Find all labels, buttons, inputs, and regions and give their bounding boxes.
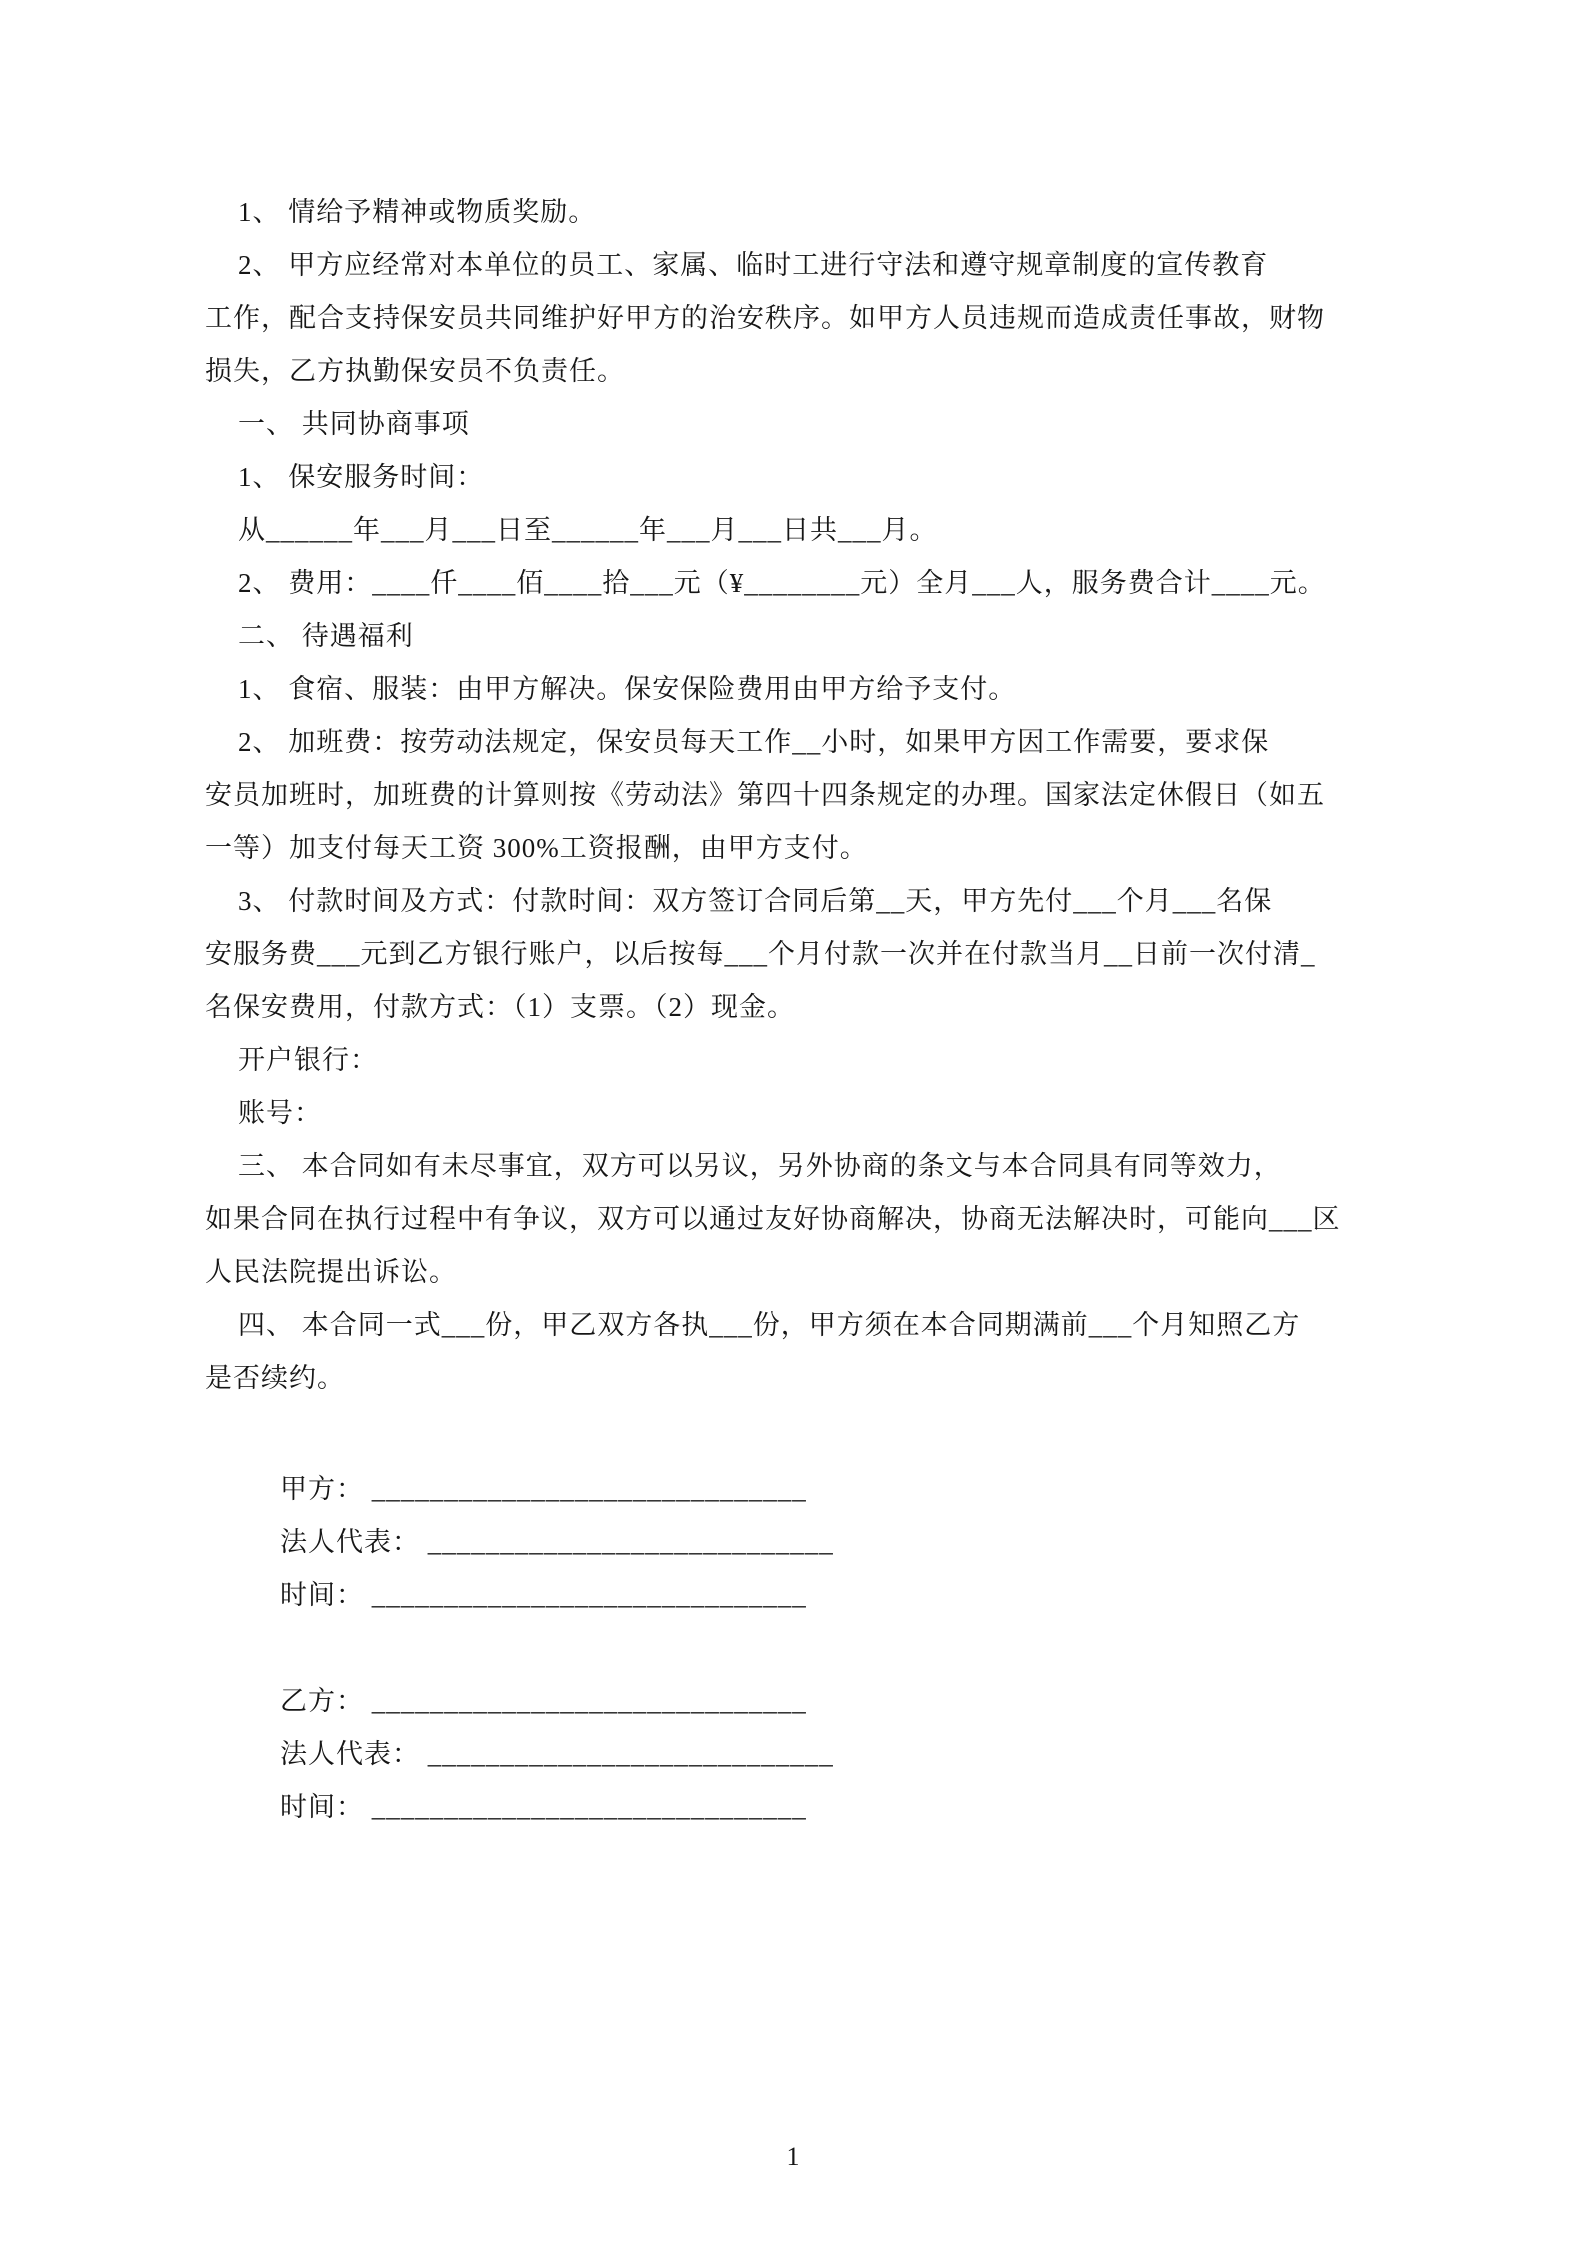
contract-line: 从______年___月___日至______年___月___日共___月。	[238, 515, 938, 545]
contract-line: 名保安费用，付款方式：（1）支票。（2）现金。	[205, 992, 795, 1022]
party-b-signature-block	[280, 1675, 1335, 1834]
party-b-date-line: 时间： ______________________________	[280, 1792, 807, 1822]
contract-line: 安服务费___元到乙方银行账户，以后按每___个月付款一次并在付款当月__日前一次付清_	[205, 939, 1316, 969]
section-heading-two: 二、 待遇福利	[238, 621, 414, 651]
party-a-legal-representative-line: 法人代表： ____________________________	[280, 1527, 834, 1557]
bank-name-line: 开户银行：	[238, 1045, 378, 1075]
contract-line: 1、 食宿、服装：由甲方解决。保安保险费用由甲方给予支付。	[238, 674, 1017, 704]
contract-line: 如果合同在执行过程中有争议，双方可以通过友好协商解决，协商无法解决时，可能向___区	[205, 1204, 1341, 1234]
contract-line: 3、 付款时间及方式：付款时间：双方签订合同后第__天，甲方先付___个月___名保	[238, 886, 1273, 916]
section-heading-three: 三、 本合同如有未尽事宜，双方可以另议，另外协商的条文与本合同具有同等效力，	[238, 1151, 1282, 1181]
contract-line: 1、 保安服务时间：	[238, 462, 485, 492]
party-b-name-line: 乙方： ______________________________	[280, 1686, 807, 1716]
section-heading-four: 四、 本合同一式___份，甲乙双方各执___份，甲方须在本合同期满前___个月知照乙方	[238, 1310, 1301, 1340]
contract-line: 1、 情给予精神或物质奖励。	[238, 197, 597, 227]
contract-line: 2、 加班费：按劳动法规定，保安员每天工作__小时，如果甲方因工作需要，要求保	[238, 727, 1270, 757]
contract-line: 安员加班时，加班费的计算则按《劳动法》第四十四条规定的办理。国家法定休假日（如五	[205, 780, 1325, 810]
contract-line: 人民法院提出诉讼。	[205, 1257, 457, 1287]
contract-line: 工作，配合支持保安员共同维护好甲方的治安秩序。如甲方人员违规而造成责任事故，财物	[205, 303, 1325, 333]
party-a-name-line: 甲方： ______________________________	[280, 1474, 807, 1504]
contract-body	[205, 186, 1341, 1834]
party-b-legal-representative-line: 法人代表： ____________________________	[280, 1739, 834, 1769]
contract-line: 损失，乙方执勤保安员不负责任。	[205, 356, 625, 386]
party-a-date-line: 时间： ______________________________	[280, 1580, 807, 1610]
contract-line: 是否续约。	[205, 1363, 345, 1393]
account-number-line: 账号：	[238, 1098, 322, 1128]
party-a-signature-block	[280, 1463, 1335, 1622]
contract-line: 2、 费用：____仟____佰____拾___元（¥________元）全月___人，服务费合计____元。	[238, 568, 1326, 598]
contract-line: 一等）加支付每天工资 300%工资报酬，由甲方支付。	[205, 833, 868, 863]
page-number: 1	[786, 2142, 800, 2171]
section-heading-one: 一、 共同协商事项	[238, 409, 470, 439]
contract-line: 2、 甲方应经常对本单位的员工、家属、临时工进行守法和遵守规章制度的宣传教育	[238, 250, 1269, 280]
